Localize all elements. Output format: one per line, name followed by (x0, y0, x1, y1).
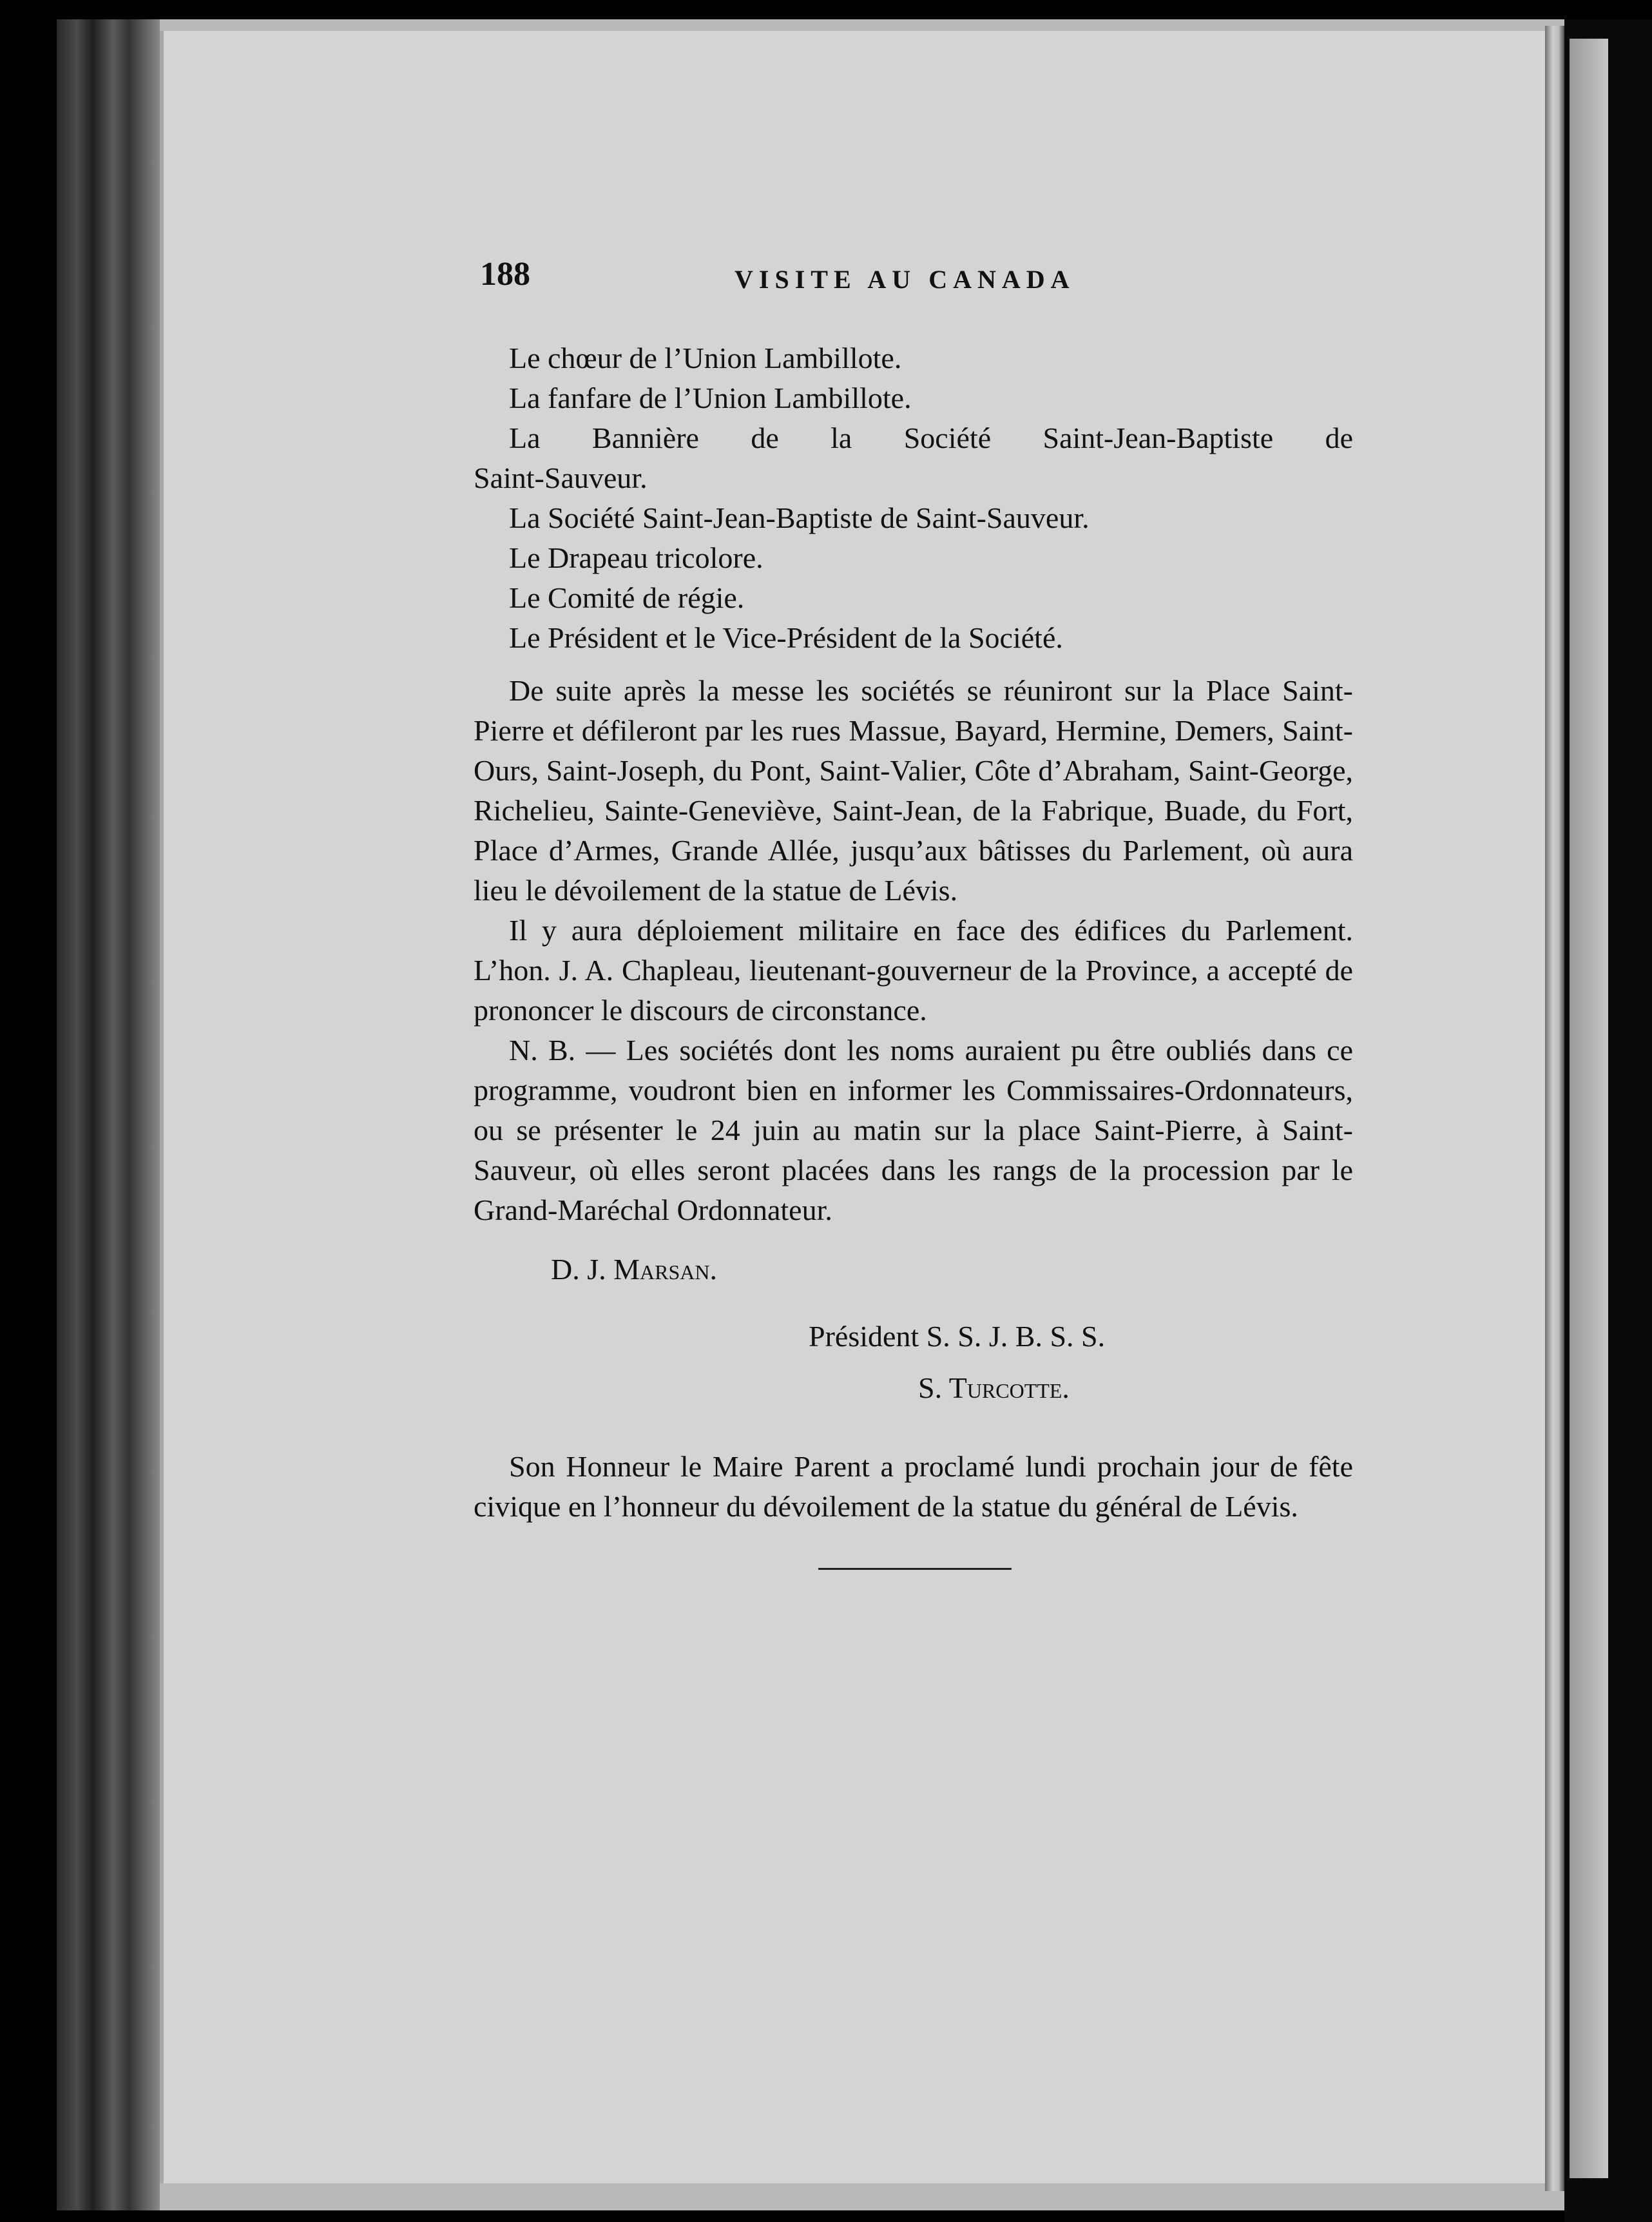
signature-title: Président S. S. J. B. S. S. (809, 1320, 1106, 1353)
procession-list (474, 338, 1353, 658)
paragraph-military: Il y aura déploiement militaire en face des édifices du Parlement. L’hon. J. A. Chapleau, lieutenant-gouverneur de la Province, a accepté de prononcer le discours de circonstance. (474, 914, 1353, 1027)
signature-marsan: D. J. Marsan. (551, 1253, 717, 1286)
page-edge (1545, 26, 1564, 2191)
list-item: La fanfare de l’Union Lambillote. (509, 382, 912, 414)
page-text-block (474, 255, 1353, 1570)
paragraph-route: De suite après la messe les sociétés se réuniront sur la Place Saint-Pierre et défileront par les rues Massue, Bayard, Hermine, Demers, Saint-Ours, Saint-Joseph, du Pont, Saint-Valier, Côte d’Abraham, Saint-George, Richelieu, Sainte-Geneviève, Saint-Jean, de la Fabrique, Buade, du Fort, Place d’Armes, Grande Allée, jusqu’aux bâtisses du Parlement, où aura lieu le dévoilement de la statue de Lévis. (474, 674, 1353, 907)
list-item: La Bannière de la Société Saint-Jean-Baptiste de (509, 421, 1353, 454)
book-spine (57, 19, 160, 2210)
signature-turcotte: S. Turcotte. (918, 1371, 1070, 1404)
adjacent-page-sliver (1570, 39, 1608, 2178)
list-item: La Société Saint-Jean-Baptiste de Saint-Sauveur. (509, 501, 1090, 534)
list-item: Le chœur de l’Union Lambillote. (509, 342, 902, 374)
list-item: Le Président et le Vice-Président de la Société. (509, 621, 1063, 654)
page-number: 188 (480, 256, 530, 293)
running-head: VISITE AU CANADA (735, 265, 1075, 294)
paragraph-closing: Son Honneur le Maire Parent a proclamé lundi prochain jour de fête civique en l’honneur du dévoilement de la statue du général de Lévis. (474, 1450, 1353, 1523)
list-item: Le Drapeau tricolore. (509, 541, 764, 574)
list-item: Le Comité de régie. (509, 581, 745, 614)
page-header (474, 255, 1353, 300)
section-divider (818, 1568, 1012, 1570)
paragraph-nota-bene: N. B. — Les sociétés dont les noms auraient pu être oubliés dans ce programme, voudront bien en informer les Commissaires-Ordonnateurs, ou se présenter le 24 juin au matin sur la place Saint-Pierre, à Saint-Sauveur, où elles seront placées dans les rangs de la procession par le Grand-Maréchal Ordonnateur. (474, 1034, 1353, 1226)
list-item: Saint-Sauveur. (474, 461, 648, 494)
